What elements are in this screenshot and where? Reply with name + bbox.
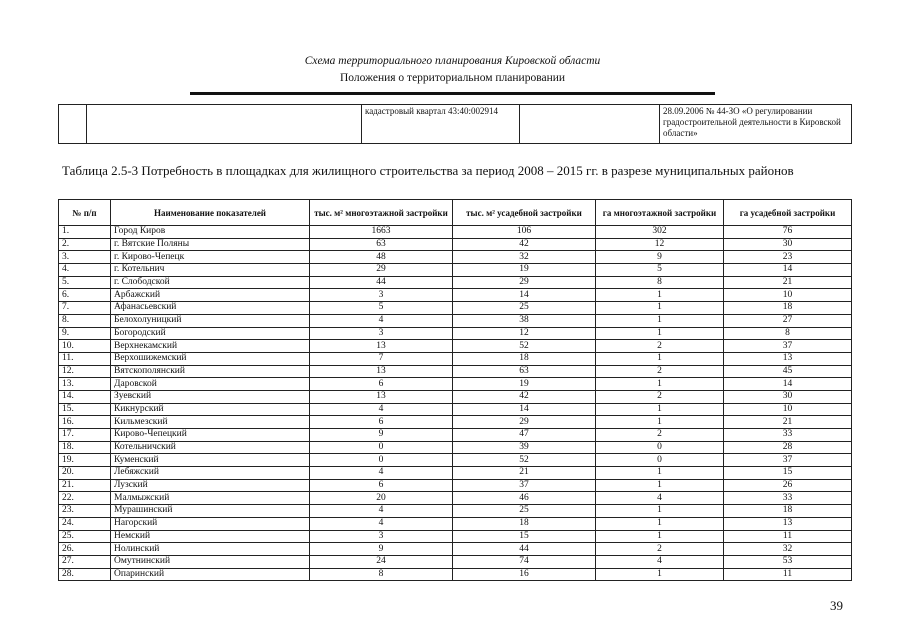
row-number: 11. (59, 352, 111, 365)
value-multi-m2: 44 (310, 276, 453, 289)
row-number: 18. (59, 441, 111, 454)
value-estate-m2: 42 (453, 238, 596, 251)
value-estate-ha: 53 (724, 555, 852, 568)
value-estate-m2: 18 (453, 352, 596, 365)
row-name: Белохолуницкий (111, 314, 310, 327)
law-reference-cell: 28.09.2006 № 44-ЗО «О регулировании градостроительной деятельности в Кировской области» (660, 105, 852, 144)
value-multi-ha: 5 (596, 264, 724, 277)
row-name: Нагорский (111, 517, 310, 530)
table-row (59, 403, 852, 416)
table-row (59, 289, 852, 302)
row-name: г. Котельнич (111, 264, 310, 277)
table-row (59, 543, 852, 556)
value-multi-ha: 4 (596, 492, 724, 505)
value-estate-m2: 52 (453, 340, 596, 353)
value-multi-ha: 302 (596, 226, 724, 239)
value-multi-m2: 4 (310, 467, 453, 480)
value-estate-ha: 11 (724, 568, 852, 581)
value-estate-m2: 15 (453, 530, 596, 543)
table-row (59, 517, 852, 530)
value-estate-m2: 106 (453, 226, 596, 239)
row-number: 17. (59, 429, 111, 442)
row-number: 12. (59, 365, 111, 378)
value-multi-m2: 24 (310, 555, 453, 568)
table-cell (87, 105, 362, 144)
value-estate-m2: 52 (453, 454, 596, 467)
row-number: 6. (59, 289, 111, 302)
row-name: Верхнекамский (111, 340, 310, 353)
table-row (59, 454, 852, 467)
value-estate-ha: 21 (724, 416, 852, 429)
table-row (59, 302, 852, 315)
value-multi-m2: 9 (310, 543, 453, 556)
value-multi-ha: 4 (596, 555, 724, 568)
value-multi-m2: 3 (310, 530, 453, 543)
col-header-estate-ha: га усадебной застройки (724, 200, 852, 226)
row-number: 28. (59, 568, 111, 581)
value-estate-m2: 14 (453, 403, 596, 416)
row-number: 16. (59, 416, 111, 429)
row-name: Лузский (111, 479, 310, 492)
table-row (59, 378, 852, 391)
value-estate-ha: 30 (724, 238, 852, 251)
value-multi-m2: 9 (310, 429, 453, 442)
value-multi-m2: 4 (310, 314, 453, 327)
row-number: 9. (59, 327, 111, 340)
value-estate-m2: 37 (453, 479, 596, 492)
value-multi-ha: 2 (596, 390, 724, 403)
value-estate-ha: 10 (724, 289, 852, 302)
row-number: 7. (59, 302, 111, 315)
value-multi-m2: 0 (310, 441, 453, 454)
table-row (59, 467, 852, 480)
table-row (59, 492, 852, 505)
row-number: 26. (59, 543, 111, 556)
value-multi-m2: 0 (310, 454, 453, 467)
row-name: Верхошижемский (111, 352, 310, 365)
col-header-multi-m2: тыс. м² многоэтажной застройки (310, 200, 453, 226)
value-estate-m2: 21 (453, 467, 596, 480)
row-name: г. Слободской (111, 276, 310, 289)
page-number: 39 (830, 598, 843, 613)
value-multi-ha: 1 (596, 568, 724, 581)
value-multi-ha: 1 (596, 467, 724, 480)
housing-sites-table (58, 199, 852, 581)
value-estate-m2: 14 (453, 289, 596, 302)
table-row (59, 238, 852, 251)
table-row (59, 555, 852, 568)
value-estate-m2: 16 (453, 568, 596, 581)
value-estate-ha: 14 (724, 378, 852, 391)
value-multi-ha: 2 (596, 543, 724, 556)
table-header-row (59, 200, 852, 226)
value-estate-ha: 13 (724, 517, 852, 530)
row-number: 15. (59, 403, 111, 416)
value-estate-m2: 44 (453, 543, 596, 556)
value-multi-m2: 20 (310, 492, 453, 505)
row-name: Богородский (111, 327, 310, 340)
value-multi-ha: 2 (596, 365, 724, 378)
row-number: 23. (59, 505, 111, 518)
row-number: 1. (59, 226, 111, 239)
value-estate-m2: 25 (453, 505, 596, 518)
table-row (59, 390, 852, 403)
value-multi-ha: 1 (596, 530, 724, 543)
value-estate-m2: 39 (453, 441, 596, 454)
value-multi-ha: 2 (596, 340, 724, 353)
table-row (59, 314, 852, 327)
value-estate-ha: 11 (724, 530, 852, 543)
value-estate-ha: 76 (724, 226, 852, 239)
row-name: Немский (111, 530, 310, 543)
row-name: Вятскополянский (111, 365, 310, 378)
value-estate-ha: 45 (724, 365, 852, 378)
row-name: Арбажский (111, 289, 310, 302)
table-row (59, 441, 852, 454)
table-row (59, 530, 852, 543)
value-multi-m2: 4 (310, 505, 453, 518)
row-number: 10. (59, 340, 111, 353)
table-row (59, 340, 852, 353)
value-multi-m2: 6 (310, 479, 453, 492)
value-multi-m2: 6 (310, 416, 453, 429)
value-estate-ha: 37 (724, 454, 852, 467)
value-estate-ha: 18 (724, 505, 852, 518)
value-multi-m2: 3 (310, 327, 453, 340)
table-row (59, 251, 852, 264)
value-estate-m2: 74 (453, 555, 596, 568)
value-multi-ha: 1 (596, 517, 724, 530)
value-multi-ha: 1 (596, 416, 724, 429)
value-estate-m2: 12 (453, 327, 596, 340)
value-multi-m2: 48 (310, 251, 453, 264)
row-number: 25. (59, 530, 111, 543)
value-estate-ha: 28 (724, 441, 852, 454)
value-estate-ha: 33 (724, 492, 852, 505)
value-estate-ha: 18 (724, 302, 852, 315)
value-multi-m2: 1663 (310, 226, 453, 239)
row-name: г. Кирово-Чепецк (111, 251, 310, 264)
value-estate-ha: 10 (724, 403, 852, 416)
value-multi-ha: 9 (596, 251, 724, 264)
cadastral-cell: кадастровый квартал 43:40:002914 (362, 105, 520, 144)
value-estate-ha: 33 (724, 429, 852, 442)
row-name: Котельничский (111, 441, 310, 454)
row-name: г. Вятские Поляны (111, 238, 310, 251)
table-row (59, 416, 852, 429)
table-row (59, 276, 852, 289)
value-multi-ha: 1 (596, 378, 724, 391)
value-estate-m2: 29 (453, 416, 596, 429)
row-name: Кирово-Чепецкий (111, 429, 310, 442)
value-estate-ha: 37 (724, 340, 852, 353)
row-name: Кикнурский (111, 403, 310, 416)
value-multi-ha: 1 (596, 479, 724, 492)
value-multi-m2: 63 (310, 238, 453, 251)
value-estate-ha: 14 (724, 264, 852, 277)
value-multi-m2: 13 (310, 365, 453, 378)
table-body (59, 226, 852, 581)
value-multi-ha: 1 (596, 352, 724, 365)
value-multi-m2: 13 (310, 340, 453, 353)
row-number: 4. (59, 264, 111, 277)
value-estate-m2: 46 (453, 492, 596, 505)
row-name: Город Киров (111, 226, 310, 239)
value-multi-m2: 4 (310, 403, 453, 416)
row-name: Зуевский (111, 390, 310, 403)
row-number: 14. (59, 390, 111, 403)
row-name: Куменский (111, 454, 310, 467)
table-cell (59, 105, 87, 144)
table-caption: Таблица 2.5-3 Потребность в площадках для жилищного строительства за период 2008 – 2015 гг. в разрезе муниципальных районов (62, 163, 794, 178)
value-multi-ha: 0 (596, 441, 724, 454)
row-number: 13. (59, 378, 111, 391)
value-multi-ha: 1 (596, 403, 724, 416)
row-name: Кильмезский (111, 416, 310, 429)
row-number: 24. (59, 517, 111, 530)
value-estate-ha: 27 (724, 314, 852, 327)
table-row (59, 327, 852, 340)
row-name: Лебяжский (111, 467, 310, 480)
row-number: 27. (59, 555, 111, 568)
row-number: 8. (59, 314, 111, 327)
row-name: Нолинский (111, 543, 310, 556)
value-multi-ha: 1 (596, 505, 724, 518)
value-estate-m2: 47 (453, 429, 596, 442)
value-multi-ha: 12 (596, 238, 724, 251)
value-estate-ha: 8 (724, 327, 852, 340)
row-name: Опаринский (111, 568, 310, 581)
row-number: 22. (59, 492, 111, 505)
col-header-multi-ha: га многоэтажной застройки (596, 200, 724, 226)
value-estate-m2: 25 (453, 302, 596, 315)
value-multi-m2: 3 (310, 289, 453, 302)
value-multi-ha: 2 (596, 429, 724, 442)
value-multi-ha: 0 (596, 454, 724, 467)
value-multi-ha: 1 (596, 302, 724, 315)
value-multi-m2: 29 (310, 264, 453, 277)
row-name: Мурашинский (111, 505, 310, 518)
value-estate-ha: 26 (724, 479, 852, 492)
value-multi-m2: 8 (310, 568, 453, 581)
value-multi-ha: 1 (596, 327, 724, 340)
value-estate-m2: 18 (453, 517, 596, 530)
value-estate-ha: 30 (724, 390, 852, 403)
value-estate-ha: 15 (724, 467, 852, 480)
value-multi-ha: 1 (596, 289, 724, 302)
value-estate-m2: 42 (453, 390, 596, 403)
row-number: 2. (59, 238, 111, 251)
value-estate-m2: 38 (453, 314, 596, 327)
value-multi-ha: 1 (596, 314, 724, 327)
row-number: 3. (59, 251, 111, 264)
value-multi-m2: 4 (310, 517, 453, 530)
value-estate-m2: 19 (453, 264, 596, 277)
table-row (59, 365, 852, 378)
row-name: Омутнинский (111, 555, 310, 568)
row-name: Афанасьевский (111, 302, 310, 315)
value-estate-ha: 13 (724, 352, 852, 365)
col-header-estate-m2: тыс. м² усадебной застройки (453, 200, 596, 226)
table-row (59, 429, 852, 442)
previous-table-fragment (58, 104, 852, 144)
col-header-name: Наименование показателей (111, 200, 310, 226)
table-row (59, 479, 852, 492)
value-estate-m2: 19 (453, 378, 596, 391)
table-row (59, 352, 852, 365)
value-estate-m2: 32 (453, 251, 596, 264)
table-cell (520, 105, 660, 144)
table-row (59, 568, 852, 581)
value-estate-ha: 23 (724, 251, 852, 264)
value-estate-ha: 21 (724, 276, 852, 289)
row-number: 5. (59, 276, 111, 289)
value-multi-m2: 6 (310, 378, 453, 391)
row-name: Малмыжский (111, 492, 310, 505)
value-estate-m2: 63 (453, 365, 596, 378)
value-estate-ha: 32 (724, 543, 852, 556)
table-row (59, 226, 852, 239)
document-header-title: Схема территориального планирования Кировской области (304, 55, 601, 67)
table-row (59, 264, 852, 277)
value-multi-m2: 13 (310, 390, 453, 403)
row-number: 21. (59, 479, 111, 492)
value-estate-m2: 29 (453, 276, 596, 289)
row-name: Даровской (111, 378, 310, 391)
row-number: 20. (59, 467, 111, 480)
header-divider (190, 92, 715, 95)
value-multi-ha: 8 (596, 276, 724, 289)
document-header-subtitle: Положения о территориальном планировании (339, 72, 566, 84)
table-row (59, 505, 852, 518)
table-row (59, 105, 852, 144)
value-multi-m2: 5 (310, 302, 453, 315)
row-number: 19. (59, 454, 111, 467)
col-header-num: № п/п (59, 200, 111, 226)
value-multi-m2: 7 (310, 352, 453, 365)
